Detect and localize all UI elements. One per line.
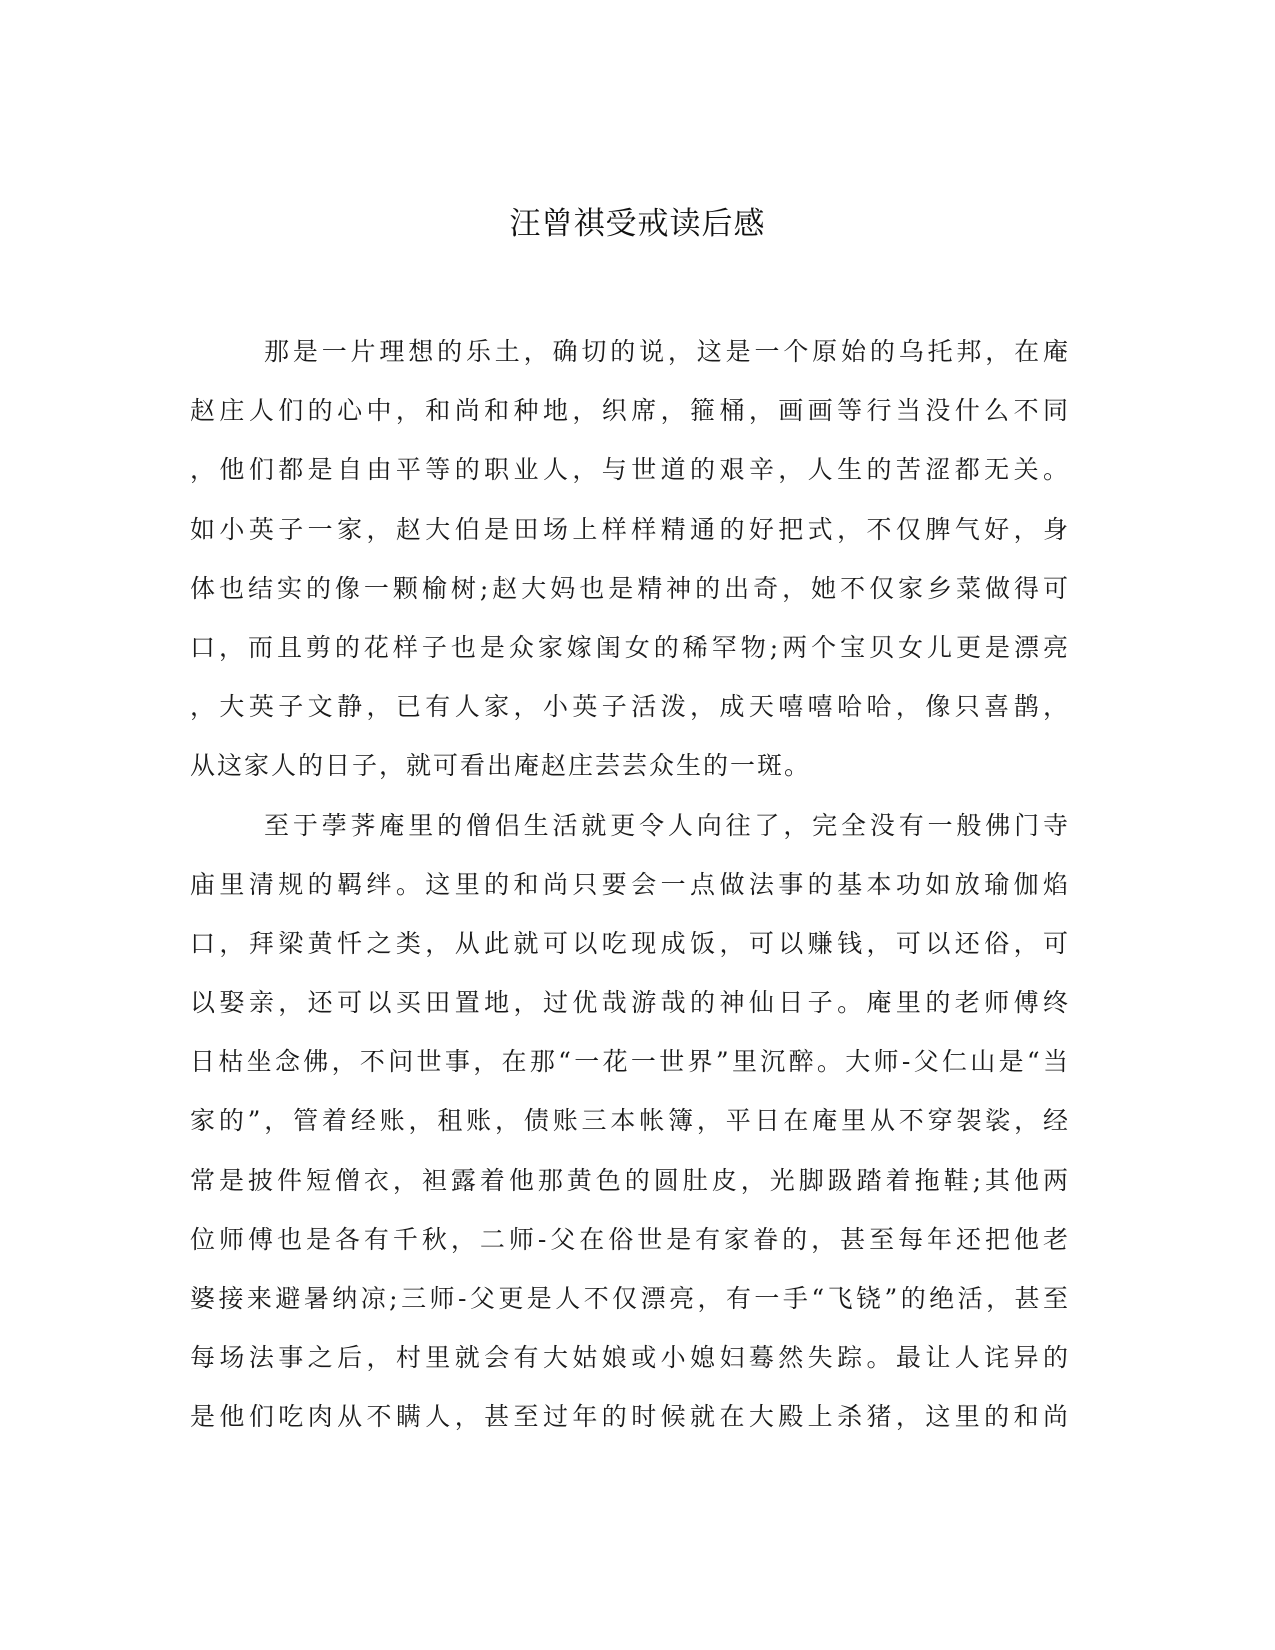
paragraph-1-line: 那是一片理想的乐土，确切的说，这是一个原始的乌托邦，在庵 xyxy=(264,337,1070,366)
paragraph-2-line: 是他们吃肉从不瞒人，甚至过年的时候就在大殿上杀猪，这里的和尚 xyxy=(190,1402,1070,1432)
paragraph-2-line: 家的”，管着经账，租账，债账三本帐簿，平日在庵里从不穿袈裟，经 xyxy=(190,1106,1070,1136)
paragraph-1-line: 如小英子一家，赵大伯是田场上样样精通的好把式，不仅脾气好，身 xyxy=(190,514,1070,544)
paragraph-2-line: 婆接来避暑纳凉;三师-父更是人不仅漂亮，有一手“飞铙”的绝活，甚至 xyxy=(190,1284,1070,1313)
paragraph-2-line: 每场法事之后，村里就会有大姑娘或小媳妇蓦然失踪。最让人诧异的 xyxy=(190,1343,1070,1373)
paragraph-1-line: ，大英子文静，已有人家，小英子活泼，成天嘻嘻哈哈，像只喜鹊， xyxy=(190,692,1070,722)
document-title: 汪曾祺受戒读后感 xyxy=(509,206,766,242)
paragraph-1-line: ，他们都是自由平等的职业人，与世道的艰辛，人生的苦涩都无关。 xyxy=(190,455,1070,485)
paragraph-1-line: 口，而且剪的花样子也是众家嫁闺女的稀罕物;两个宝贝女儿更是漂亮 xyxy=(190,632,1070,662)
paragraph-2-line: 位师傅也是各有千秋，二师-父在俗世是有家眷的，甚至每年还把他老 xyxy=(190,1224,1070,1254)
paragraph-2-line: 常是披件短僧衣，袒露着他那黄色的圆肚皮，光脚趿踏着拖鞋;其他两 xyxy=(190,1165,1070,1195)
document-body xyxy=(190,322,1070,1447)
paragraph-2-line: 口，拜梁黄忏之类，从此就可以吃现成饭，可以赚钱，可以还俗，可 xyxy=(190,928,1070,958)
paragraph-2-line: 庙里清规的羁绊。这里的和尚只要会一点做法事的基本功如放瑜伽焰 xyxy=(190,869,1070,899)
paragraph-1-line: 赵庄人们的心中，和尚和种地，织席，箍桶，画画等行当没什么不同 xyxy=(190,396,1070,426)
paragraph-2-line: 日枯坐念佛，不问世事，在那“一花一世界”里沉醉。大师-父仁山是“当 xyxy=(190,1047,1070,1077)
paragraph-2-line: 以娶亲，还可以买田置地，过优哉游哉的神仙日子。庵里的老师傅终 xyxy=(190,988,1070,1018)
paragraph-1-line: 体也结实的像一颗榆树;赵大妈也是精神的出奇，她不仅家乡菜做得可 xyxy=(190,573,1070,603)
paragraph-1-line: 从这家人的日子，就可看出庵赵庄芸芸众生的一斑。 xyxy=(190,751,812,781)
paragraph-2-line: 至于荸荠庵里的僧侣生活就更令人向往了，完全没有一般佛门寺 xyxy=(264,810,1070,840)
